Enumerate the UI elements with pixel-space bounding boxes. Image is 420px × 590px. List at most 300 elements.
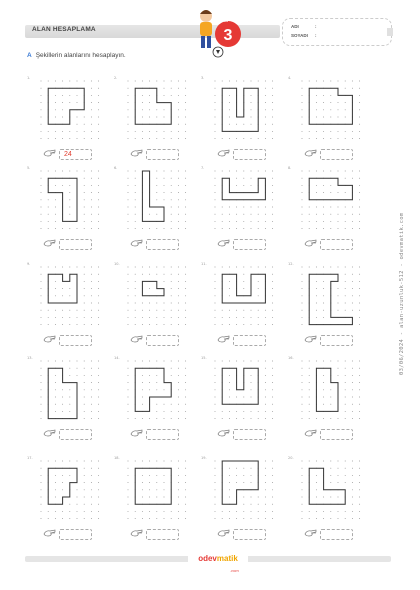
grid-dot: [135, 185, 136, 186]
grid-dot: [128, 102, 129, 103]
grid-dot: [345, 102, 346, 103]
problem-item: [288, 76, 370, 166]
answer-field[interactable]: 24: [59, 149, 92, 160]
grid-dot: [316, 489, 317, 490]
area-shape: [135, 88, 171, 124]
grid-dot: [338, 102, 339, 103]
grid-dot: [251, 411, 252, 412]
grid-dot: [272, 389, 273, 390]
grid-dot: [128, 131, 129, 132]
grid-dot: [128, 317, 129, 318]
answer-field[interactable]: [146, 429, 179, 440]
answer-field[interactable]: [59, 529, 92, 540]
grid-dot: [171, 518, 172, 519]
grid-dot: [69, 389, 70, 390]
grid-dot: [98, 214, 99, 215]
grid-dot: [62, 461, 63, 462]
grid-dot: [251, 102, 252, 103]
grid-dot: [265, 207, 266, 208]
grid-dot: [128, 518, 129, 519]
grid-dot: [98, 221, 99, 222]
grid-dot: [316, 295, 317, 296]
grid-dot: [91, 81, 92, 82]
grid-dot: [62, 81, 63, 82]
grid-dot: [251, 511, 252, 512]
grid-dot: [55, 404, 56, 405]
grid-dot: [41, 382, 42, 383]
grid-dot: [352, 131, 353, 132]
grid-dot: [91, 324, 92, 325]
grid-dot: [345, 228, 346, 229]
grid-dot: [62, 511, 63, 512]
grid-dot: [330, 497, 331, 498]
grid-dot: [149, 95, 150, 96]
grid-dot: [215, 475, 216, 476]
grid-dot: [265, 109, 266, 110]
grid-dot: [171, 199, 172, 200]
answer-field[interactable]: [59, 239, 92, 250]
grid-dot: [91, 511, 92, 512]
grid-dot: [55, 102, 56, 103]
grid-dot: [62, 267, 63, 268]
grid-dot: [243, 497, 244, 498]
grid-dot: [258, 411, 259, 412]
grid-dot: [215, 518, 216, 519]
grid-dot: [55, 281, 56, 282]
grid-dot: [149, 288, 150, 289]
grid-dot: [185, 411, 186, 412]
grid-dot: [330, 171, 331, 172]
grid-dot: [272, 404, 273, 405]
grid-dot: [316, 418, 317, 419]
grid-dot: [330, 475, 331, 476]
grid-dot: [243, 138, 244, 139]
grid-dot: [309, 461, 310, 462]
grid-dot: [41, 475, 42, 476]
grid-dot: [272, 418, 273, 419]
grid-dot: [265, 375, 266, 376]
grid-dot: [309, 382, 310, 383]
grid-dot: [178, 88, 179, 89]
grid-dot: [41, 404, 42, 405]
grid-dot: [215, 88, 216, 89]
pencil-hand-icon: [304, 148, 318, 158]
grid-dot: [338, 303, 339, 304]
grid-dot: [359, 375, 360, 376]
grid-dot: [236, 418, 237, 419]
grid-dot: [98, 228, 99, 229]
grid-dot: [323, 418, 324, 419]
grid-dot: [215, 288, 216, 289]
grid-dot: [41, 192, 42, 193]
grid-dot: [345, 397, 346, 398]
grid-dot: [128, 221, 129, 222]
grid-dot: [142, 389, 143, 390]
grid-dot: [164, 228, 165, 229]
grid-dot: [142, 324, 143, 325]
grid-dot: [251, 418, 252, 419]
dot-grid: [40, 80, 100, 140]
grid-dot: [55, 199, 56, 200]
answer-field[interactable]: [146, 239, 179, 250]
grid-dot: [185, 288, 186, 289]
pencil-hand-icon: [130, 238, 144, 248]
grid-dot: [91, 281, 92, 282]
grid-dot: [142, 382, 143, 383]
grid-dot: [62, 489, 63, 490]
answer-field[interactable]: [320, 149, 353, 160]
grid-dot: [185, 221, 186, 222]
grid-dot: [272, 511, 273, 512]
grid-dot: [352, 375, 353, 376]
grid-dot: [156, 199, 157, 200]
grid-dot: [309, 361, 310, 362]
dot-grid: [301, 266, 361, 326]
grid-dot: [243, 468, 244, 469]
answer-field[interactable]: [233, 239, 266, 250]
grid-dot: [156, 109, 157, 110]
answer-field[interactable]: [320, 429, 353, 440]
grid-dot: [345, 375, 346, 376]
grid-dot: [48, 317, 49, 318]
grid-dot: [352, 518, 353, 519]
grid-dot: [135, 274, 136, 275]
problem-number: 15.: [201, 356, 207, 360]
grid-dot: [178, 368, 179, 369]
grid-dot: [62, 404, 63, 405]
grid-dot: [55, 207, 56, 208]
grid-dot: [91, 404, 92, 405]
grid-dot: [171, 375, 172, 376]
grid-dot: [323, 317, 324, 318]
answer-field[interactable]: [59, 429, 92, 440]
grid-dot: [215, 468, 216, 469]
grid-dot: [265, 95, 266, 96]
grid-dot: [265, 221, 266, 222]
problem-item: [201, 166, 283, 256]
grid-dot: [359, 81, 360, 82]
grid-dot: [41, 511, 42, 512]
answer-field[interactable]: [320, 335, 353, 346]
grid-dot: [345, 267, 346, 268]
grid-dot: [178, 511, 179, 512]
answer-row: [130, 333, 190, 347]
grid-dot: [84, 475, 85, 476]
grid-dot: [229, 317, 230, 318]
problem-item: [27, 356, 109, 446]
grid-dot: [69, 361, 70, 362]
answer-field[interactable]: [146, 149, 179, 160]
grid-dot: [302, 389, 303, 390]
grid-dot: [236, 207, 237, 208]
grid-dot: [323, 131, 324, 132]
grid-dot: [156, 411, 157, 412]
problem-number: 9.: [27, 262, 31, 266]
grid-dot: [98, 95, 99, 96]
grid-dot: [243, 511, 244, 512]
answer-field[interactable]: [320, 239, 353, 250]
grid-dot: [98, 397, 99, 398]
grid-dot: [345, 281, 346, 282]
grid-dot: [272, 95, 273, 96]
grid-dot: [258, 295, 259, 296]
grid-dot: [84, 518, 85, 519]
grid-dot: [302, 418, 303, 419]
grid-dot: [265, 131, 266, 132]
grid-dot: [302, 317, 303, 318]
answer-field[interactable]: [233, 429, 266, 440]
grid-dot: [229, 117, 230, 118]
grid-dot: [222, 310, 223, 311]
grid-dot: [55, 185, 56, 186]
grid-dot: [149, 81, 150, 82]
grid-dot: [302, 324, 303, 325]
grid-dot: [323, 518, 324, 519]
grid-dot: [178, 124, 179, 125]
grid-dot: [265, 324, 266, 325]
answer-field[interactable]: [146, 529, 179, 540]
grid-dot: [359, 411, 360, 412]
grid-dot: [236, 397, 237, 398]
grid-dot: [142, 109, 143, 110]
grid-dot: [55, 288, 56, 289]
grid-dot: [142, 482, 143, 483]
corner-tab: [387, 28, 393, 36]
grid-dot: [164, 389, 165, 390]
grid-dot: [243, 171, 244, 172]
answer-row: [217, 147, 277, 161]
grid-dot: [222, 317, 223, 318]
grid-dot: [272, 88, 273, 89]
grid-dot: [345, 511, 346, 512]
pencil-hand-icon: [304, 428, 318, 438]
grid-dot: [171, 361, 172, 362]
grid-dot: [338, 375, 339, 376]
grid-dot: [48, 207, 49, 208]
grid-dot: [41, 138, 42, 139]
problem-number: 19.: [201, 456, 207, 460]
grid-dot: [302, 88, 303, 89]
grid-dot: [77, 368, 78, 369]
grid-dot: [55, 497, 56, 498]
grid-dot: [128, 389, 129, 390]
grid-dot: [338, 207, 339, 208]
grid-dot: [62, 361, 63, 362]
grid-dot: [352, 389, 353, 390]
grid-dot: [330, 518, 331, 519]
grid-dot: [338, 288, 339, 289]
grid-dot: [98, 482, 99, 483]
grid-dot: [330, 228, 331, 229]
grid-dot: [330, 95, 331, 96]
grid-dot: [77, 102, 78, 103]
area-shape: [309, 274, 352, 324]
grid-dot: [128, 461, 129, 462]
grid-dot: [330, 267, 331, 268]
answer-field[interactable]: [320, 529, 353, 540]
grid-dot: [98, 274, 99, 275]
grid-dot: [272, 382, 273, 383]
grid-dot: [265, 497, 266, 498]
grid-dot: [62, 389, 63, 390]
grid-dot: [359, 138, 360, 139]
grid-dot: [345, 303, 346, 304]
grid-dot: [142, 303, 143, 304]
grid-dot: [229, 281, 230, 282]
grid-dot: [345, 192, 346, 193]
grid-dot: [338, 221, 339, 222]
grid-dot: [178, 138, 179, 139]
grid-dot: [251, 482, 252, 483]
grid-dot: [98, 131, 99, 132]
grid-dot: [229, 124, 230, 125]
grid-dot: [345, 109, 346, 110]
grid-dot: [135, 214, 136, 215]
problem-number: 16.: [288, 356, 294, 360]
grid-dot: [185, 310, 186, 311]
grid-dot: [98, 324, 99, 325]
grid-dot: [98, 497, 99, 498]
answer-field[interactable]: [146, 335, 179, 346]
grid-dot: [41, 95, 42, 96]
grid-dot: [236, 310, 237, 311]
grid-dot: [156, 375, 157, 376]
grid-dot: [185, 397, 186, 398]
dot-grid: [127, 170, 187, 230]
grid-dot: [84, 274, 85, 275]
grid-dot: [236, 185, 237, 186]
problem-number: 3.: [201, 76, 205, 80]
answer-row: [217, 527, 277, 541]
grid-dot: [41, 310, 42, 311]
grid-dot: [272, 397, 273, 398]
grid-dot: [302, 185, 303, 186]
grid-dot: [330, 468, 331, 469]
grid-dot: [55, 361, 56, 362]
name-colon: :: [315, 24, 317, 29]
grid-dot: [352, 88, 353, 89]
grid-dot: [149, 382, 150, 383]
grid-dot: [98, 281, 99, 282]
area-shape: [135, 368, 171, 411]
grid-dot: [164, 199, 165, 200]
problem-number: 10.: [114, 262, 120, 266]
grid-dot: [156, 214, 157, 215]
grid-dot: [265, 310, 266, 311]
grid-dot: [352, 489, 353, 490]
grid-dot: [359, 178, 360, 179]
grid-dot: [185, 131, 186, 132]
problem-number: 1.: [27, 76, 31, 80]
answer-field[interactable]: [233, 149, 266, 160]
grid-dot: [164, 310, 165, 311]
problem-number: 20.: [288, 456, 294, 460]
grid-dot: [185, 361, 186, 362]
grid-dot: [302, 482, 303, 483]
grid-dot: [323, 511, 324, 512]
grid-dot: [91, 228, 92, 229]
grid-dot: [359, 397, 360, 398]
grid-dot: [338, 361, 339, 362]
grid-dot: [62, 171, 63, 172]
problem-item: [114, 76, 196, 166]
grid-dot: [323, 397, 324, 398]
grid-dot: [178, 389, 179, 390]
grid-dot: [302, 207, 303, 208]
grid-dot: [302, 178, 303, 179]
answer-field[interactable]: [233, 335, 266, 346]
grid-dot: [265, 511, 266, 512]
grid-dot: [98, 178, 99, 179]
grid-dot: [359, 274, 360, 275]
grid-dot: [156, 324, 157, 325]
answer-field[interactable]: [59, 335, 92, 346]
grid-dot: [171, 228, 172, 229]
name-line[interactable]: [291, 24, 317, 29]
grid-dot: [178, 310, 179, 311]
grid-dot: [84, 185, 85, 186]
grid-dot: [128, 375, 129, 376]
grid-dot: [229, 171, 230, 172]
dot-grid: [214, 170, 274, 230]
answer-row: [43, 427, 103, 441]
grid-dot: [330, 221, 331, 222]
grid-dot: [222, 228, 223, 229]
grid-dot: [178, 324, 179, 325]
grid-dot: [265, 267, 266, 268]
grid-dot: [84, 368, 85, 369]
grid-dot: [62, 317, 63, 318]
grid-dot: [98, 475, 99, 476]
grid-dot: [62, 102, 63, 103]
problem-number: 18.: [114, 456, 120, 460]
grid-dot: [316, 81, 317, 82]
grid-dot: [164, 411, 165, 412]
grid-dot: [91, 267, 92, 268]
grid-dot: [359, 389, 360, 390]
grid-dot: [359, 482, 360, 483]
grid-dot: [251, 310, 252, 311]
grid-dot: [338, 81, 339, 82]
grid-dot: [229, 468, 230, 469]
grid-dot: [345, 361, 346, 362]
grid-dot: [77, 375, 78, 376]
grid-dot: [135, 207, 136, 208]
answer-field[interactable]: [233, 529, 266, 540]
grid-dot: [222, 267, 223, 268]
grid-dot: [135, 418, 136, 419]
grid-dot: [178, 518, 179, 519]
surname-line[interactable]: [291, 33, 317, 38]
pencil-hand-icon: [217, 528, 231, 538]
grid-dot: [236, 411, 237, 412]
grid-dot: [178, 95, 179, 96]
grid-dot: [330, 214, 331, 215]
grid-dot: [251, 375, 252, 376]
problem-item: [201, 456, 283, 546]
grid-dot: [128, 468, 129, 469]
grid-dot: [352, 475, 353, 476]
grid-dot: [178, 411, 179, 412]
grid-dot: [164, 138, 165, 139]
grid-dot: [128, 475, 129, 476]
area-shape: [48, 88, 84, 124]
grid-dot: [62, 288, 63, 289]
dot-grid: [127, 80, 187, 140]
grid-dot: [330, 109, 331, 110]
grid-dot: [142, 375, 143, 376]
grid-dot: [84, 411, 85, 412]
